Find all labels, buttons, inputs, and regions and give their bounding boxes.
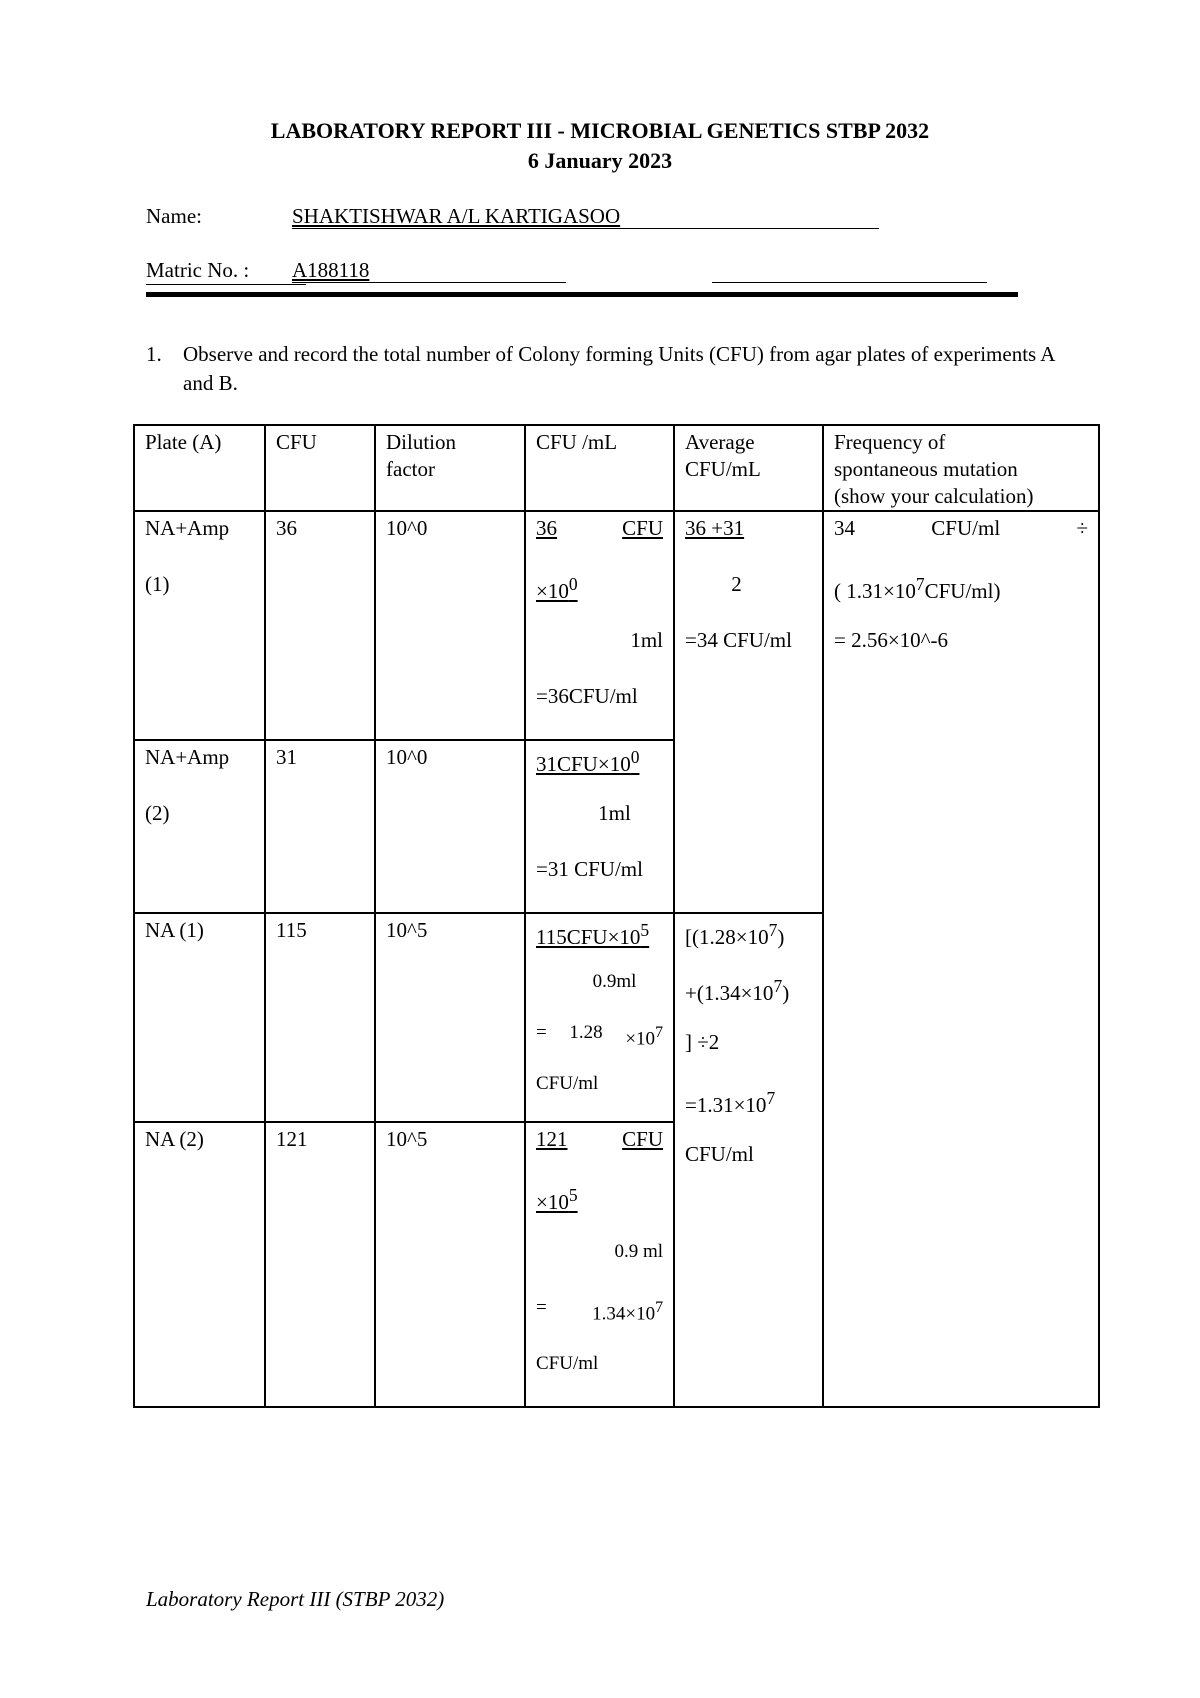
matric-value: A188118: [292, 258, 370, 282]
dilution-cell: 10^0: [375, 740, 525, 913]
report-title: LABORATORY REPORT III - MICROBIAL GENETICS STBP 2032: [270, 118, 930, 143]
blank-underline: [712, 282, 987, 283]
table-row: [134, 511, 1099, 740]
header-divider: [146, 292, 1018, 297]
matric-label: Matric No. :: [146, 258, 250, 282]
header-dilution: Dilution factor: [375, 425, 525, 511]
header-cfu: CFU: [265, 425, 375, 511]
cfu-cell: 115: [265, 913, 375, 1122]
average-amp-cell: 36 +31 2 =34 CFU/ml: [674, 511, 823, 913]
header-average: Average CFU/mL: [674, 425, 823, 511]
header-cfu-per-ml: CFU /mL: [525, 425, 674, 511]
name-value: SHAKTISHWAR A/L KARTIGASOO: [292, 204, 621, 228]
header-plate: Plate (A): [134, 425, 265, 511]
report-date: 6 January 2023: [527, 148, 673, 173]
table-header-row: [134, 425, 1099, 511]
calc-cell: $31CFU\times 10^0$ 1ml =31 CFU/ml: [525, 740, 674, 913]
plate-cell: NA (1): [134, 913, 265, 1122]
calc-cell: 36 CFU $\times 10^0$ 1ml =36CFU/ml: [525, 511, 674, 740]
header-frequency: Frequency of spontaneous mutation (show your calculation): [823, 425, 1099, 511]
question-1: [146, 340, 1076, 398]
question-text: Observe and record the total number of Colony forming Units (CFU) from agar plates of experiments A and B.: [183, 342, 1055, 395]
cfu-cell: 31: [265, 740, 375, 913]
cfu-cell: 121: [265, 1122, 375, 1407]
matric-underline: [292, 282, 566, 283]
frequency-cell: 34 CFU/ml ÷ ( $1.31\times 10^7CFU/ml$) = 2.56×10^-6: [823, 511, 1099, 1407]
calc-cell: $115CFU\times 10^5$ 0.9ml = 1.28 $\times 10^7$ CFU/ml: [525, 913, 674, 1122]
thin-rule: [146, 284, 306, 285]
name-label: Name:: [146, 204, 202, 228]
page-footer: Laboratory Report III (STBP 2032): [146, 1587, 445, 1611]
average-na-cell: [$(1.28\times 10^7)$ $+(1.34\times 10^7)$ ] ÷2 $=1.31\times 10^7$ CFU/ml: [674, 913, 823, 1407]
cfu-cell: 36: [265, 511, 375, 740]
question-number: 1.: [146, 342, 162, 366]
dilution-cell: 10^0: [375, 511, 525, 740]
cfu-table: [133, 424, 1100, 1408]
name-underline: [292, 228, 879, 229]
dilution-cell: 10^5: [375, 913, 525, 1122]
plate-cell: NA+Amp (2): [134, 740, 265, 913]
dilution-cell: 10^5: [375, 1122, 525, 1407]
plate-cell: NA (2): [134, 1122, 265, 1407]
plate-cell: NA+Amp (1): [134, 511, 265, 740]
calc-cell: 121 CFU $\times 10^5$ 0.9 ml = $1.34\times 10^7$ CFU/ml: [525, 1122, 674, 1407]
